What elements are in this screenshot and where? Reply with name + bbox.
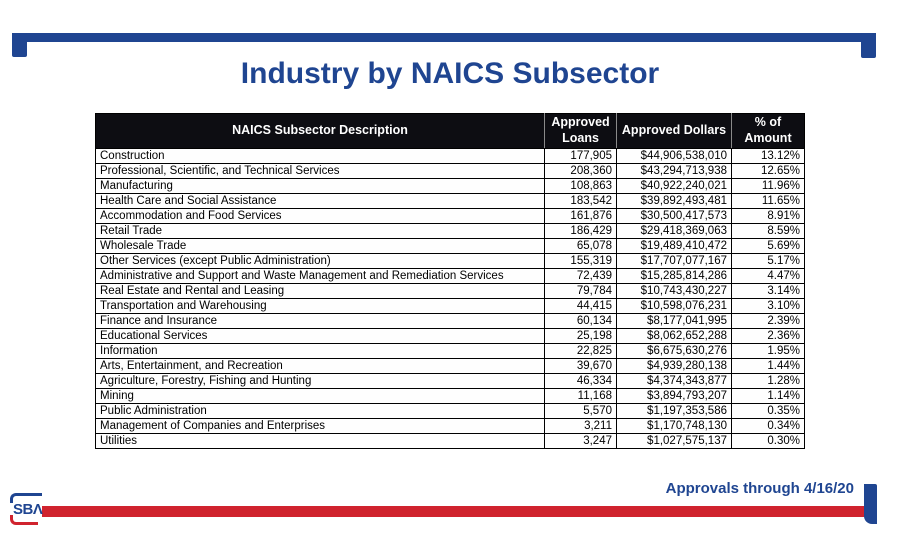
cell-approved-loans: 186,429 (545, 224, 617, 239)
table-header-row (96, 114, 805, 149)
cell-approved-loans: 108,863 (545, 179, 617, 194)
cell-description: Construction (96, 149, 545, 164)
bottom-accent-bar-end-cap (864, 484, 877, 524)
bottom-accent-bar (42, 506, 866, 517)
cell-pct-of-amount: 0.30% (732, 434, 805, 449)
table-row (96, 434, 805, 449)
cell-approved-loans: 208,360 (545, 164, 617, 179)
cell-description: Real Estate and Rental and Leasing (96, 284, 545, 299)
cell-pct-of-amount: 11.96% (732, 179, 805, 194)
cell-approved-loans: 5,570 (545, 404, 617, 419)
cell-approved-loans: 65,078 (545, 239, 617, 254)
cell-approved-dollars: $4,939,280,138 (617, 359, 732, 374)
table-row (96, 344, 805, 359)
table-row (96, 164, 805, 179)
table-row (96, 359, 805, 374)
cell-approved-loans: 11,168 (545, 389, 617, 404)
cell-approved-loans: 161,876 (545, 209, 617, 224)
cell-description: Educational Services (96, 329, 545, 344)
cell-pct-of-amount: 8.91% (732, 209, 805, 224)
cell-approved-dollars: $1,197,353,586 (617, 404, 732, 419)
cell-description: Management of Companies and Enterprises (96, 419, 545, 434)
top-accent-bar-left-cap (12, 33, 27, 57)
cell-pct-of-amount: 8.59% (732, 224, 805, 239)
cell-approved-loans: 25,198 (545, 329, 617, 344)
top-accent-bar (12, 33, 876, 42)
column-header-approved-dollars: Approved Dollars (617, 114, 732, 149)
cell-approved-loans: 3,247 (545, 434, 617, 449)
approvals-footnote: Approvals through 4/16/20 (665, 480, 854, 497)
cell-description: Manufacturing (96, 179, 545, 194)
cell-approved-loans: 44,415 (545, 299, 617, 314)
cell-pct-of-amount: 11.65% (732, 194, 805, 209)
cell-approved-dollars: $30,500,417,573 (617, 209, 732, 224)
cell-approved-dollars: $1,170,748,130 (617, 419, 732, 434)
top-accent-bar-right-cap (861, 33, 876, 58)
cell-approved-dollars: $39,892,493,481 (617, 194, 732, 209)
cell-approved-loans: 79,784 (545, 284, 617, 299)
cell-approved-loans: 3,211 (545, 419, 617, 434)
table-row (96, 149, 805, 164)
table-row (96, 299, 805, 314)
cell-approved-loans: 39,670 (545, 359, 617, 374)
table-row (96, 179, 805, 194)
cell-pct-of-amount: 13.12% (732, 149, 805, 164)
cell-description: Utilities (96, 434, 545, 449)
table-body (96, 149, 805, 449)
cell-pct-of-amount: 12.65% (732, 164, 805, 179)
cell-description: Accommodation and Food Services (96, 209, 545, 224)
cell-description: Information (96, 344, 545, 359)
cell-approved-dollars: $10,598,076,231 (617, 299, 732, 314)
cell-approved-loans: 46,334 (545, 374, 617, 389)
table-row (96, 194, 805, 209)
cell-description: Transportation and Warehousing (96, 299, 545, 314)
naics-table-container (95, 113, 805, 449)
cell-description: Professional, Scientific, and Technical Services (96, 164, 545, 179)
cell-pct-of-amount: 5.17% (732, 254, 805, 269)
cell-pct-of-amount: 1.28% (732, 374, 805, 389)
cell-pct-of-amount: 1.14% (732, 389, 805, 404)
cell-approved-loans: 177,905 (545, 149, 617, 164)
column-header-pct-of-amount: % of Amount (732, 114, 805, 149)
table-row (96, 269, 805, 284)
cell-description: Wholesale Trade (96, 239, 545, 254)
table-row (96, 419, 805, 434)
cell-description: Other Services (except Public Administration) (96, 254, 545, 269)
cell-approved-dollars: $40,922,240,021 (617, 179, 732, 194)
cell-pct-of-amount: 3.10% (732, 299, 805, 314)
sba-logo (9, 493, 45, 527)
cell-description: Health Care and Social Assistance (96, 194, 545, 209)
cell-pct-of-amount: 1.44% (732, 359, 805, 374)
cell-approved-dollars: $44,906,538,010 (617, 149, 732, 164)
naics-table (95, 113, 805, 449)
cell-approved-dollars: $43,294,713,938 (617, 164, 732, 179)
column-header-approved-loans: Approved Loans (545, 114, 617, 149)
cell-approved-dollars: $29,418,369,063 (617, 224, 732, 239)
cell-approved-dollars: $17,707,077,167 (617, 254, 732, 269)
table-row (96, 254, 805, 269)
column-header-description: NAICS Subsector Description (96, 114, 545, 149)
cell-approved-loans: 60,134 (545, 314, 617, 329)
cell-approved-dollars: $4,374,343,877 (617, 374, 732, 389)
table-row (96, 209, 805, 224)
table-row (96, 239, 805, 254)
cell-approved-dollars: $1,027,575,137 (617, 434, 732, 449)
cell-approved-loans: 183,542 (545, 194, 617, 209)
cell-approved-dollars: $8,177,041,995 (617, 314, 732, 329)
cell-pct-of-amount: 4.47% (732, 269, 805, 284)
table-row (96, 374, 805, 389)
cell-pct-of-amount: 5.69% (732, 239, 805, 254)
table-row (96, 404, 805, 419)
cell-pct-of-amount: 1.95% (732, 344, 805, 359)
cell-approved-dollars: $8,062,652,288 (617, 329, 732, 344)
table-row (96, 389, 805, 404)
cell-pct-of-amount: 2.39% (732, 314, 805, 329)
cell-pct-of-amount: 0.34% (732, 419, 805, 434)
cell-description: Finance and Insurance (96, 314, 545, 329)
cell-description: Agriculture, Forestry, Fishing and Hunting (96, 374, 545, 389)
cell-approved-loans: 22,825 (545, 344, 617, 359)
table-row (96, 314, 805, 329)
cell-approved-dollars: $10,743,430,227 (617, 284, 732, 299)
table-row (96, 284, 805, 299)
cell-approved-loans: 155,319 (545, 254, 617, 269)
cell-description: Public Administration (96, 404, 545, 419)
cell-pct-of-amount: 0.35% (732, 404, 805, 419)
cell-pct-of-amount: 3.14% (732, 284, 805, 299)
table-row (96, 224, 805, 239)
cell-pct-of-amount: 2.36% (732, 329, 805, 344)
table-row (96, 329, 805, 344)
sba-logo-text: SBΛ (13, 501, 43, 518)
cell-description: Retail Trade (96, 224, 545, 239)
page-title: Industry by NAICS Subsector (240, 57, 660, 90)
cell-approved-dollars: $3,894,793,207 (617, 389, 732, 404)
cell-description: Administrative and Support and Waste Management and Remediation Services (96, 269, 545, 284)
cell-approved-dollars: $15,285,814,286 (617, 269, 732, 284)
cell-description: Mining (96, 389, 545, 404)
cell-approved-dollars: $19,489,410,472 (617, 239, 732, 254)
cell-approved-loans: 72,439 (545, 269, 617, 284)
cell-approved-dollars: $6,675,630,276 (617, 344, 732, 359)
cell-description: Arts, Entertainment, and Recreation (96, 359, 545, 374)
